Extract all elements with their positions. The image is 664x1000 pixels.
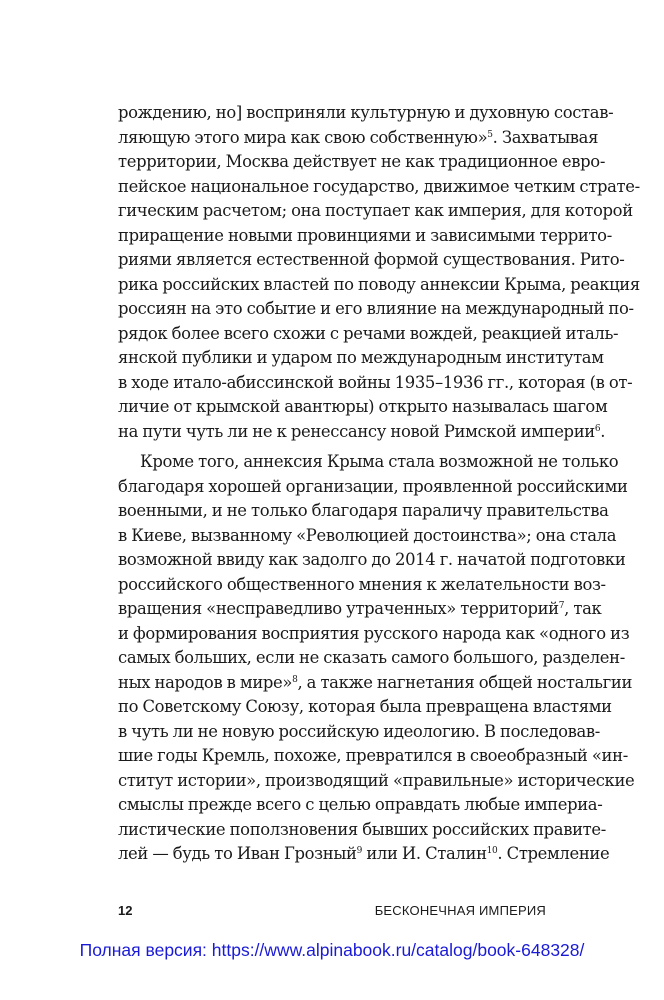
- text-line: ститут истории», производящий «правильные» исторические: [118, 770, 635, 790]
- text-line: рядок более всего схожи с речами вождей, реакцией италь-: [118, 323, 619, 343]
- text-line: гическим расчетом; она поступает как империя, для которой: [118, 201, 633, 220]
- text-line: ных народов в мире»$^8$, а также нагнетания общей ностальгии: [118, 672, 633, 692]
- page-number: 12: [118, 903, 133, 918]
- text-line: российского общественного мнения к желательности воз-: [118, 574, 606, 594]
- text-line: и формирования восприятия русского народа как «одного из: [118, 623, 630, 643]
- text-line: риями является естественной формой существования. Рито-: [118, 250, 625, 269]
- text-line: Кроме того, аннексия Крыма стала возможной не только: [140, 452, 619, 471]
- text-line: самых больших, если не сказать самого большого, разделен-: [118, 648, 625, 667]
- text-line: лей — будь то Иван Грозный$^9$ или И. Сталин$^{10}$. Стремление: [118, 844, 610, 863]
- footnote-marker[interactable]: 5: [487, 129, 493, 140]
- footnote-marker[interactable]: 10: [486, 846, 498, 856]
- paragraph: [118, 450, 635, 867]
- text-line: на пути чуть ли не к ренессансу новой Римской империи$^6$.: [118, 421, 606, 441]
- text-line: листические поползновения бывших российских правите-: [118, 819, 606, 839]
- page-footer: [118, 901, 546, 921]
- full-version-link[interactable]: Полная версия: https://www.alpinabook.ru/catalog/book-648328/: [79, 940, 585, 960]
- text-line: янской публики и ударом по международным институтам: [118, 348, 604, 367]
- text-line: рика российских властей по поводу аннексии Крыма, реакция: [118, 274, 640, 294]
- footnote-marker[interactable]: 7: [558, 601, 565, 611]
- text-line: в Киеве, вызванному «Революцией достоинства»; она стала: [118, 525, 617, 545]
- text-line: территории, Москва действует не как традиционное евро-: [118, 152, 606, 171]
- body-text: [118, 101, 640, 867]
- running-title: БЕСКОНЕЧНАЯ ИМПЕРИЯ: [374, 903, 546, 918]
- text-line: военными, и не только благодаря параличу правительства: [118, 501, 609, 520]
- footnote-marker[interactable]: 6: [594, 423, 601, 434]
- text-line: возможной ввиду как задолго до 2014 г. начатой подготовки: [118, 550, 626, 569]
- text-line: в чуть ли не новую российскую идеологию. В последовав-: [118, 721, 600, 741]
- text-line: россиян на это событие и его влияние на международный по-: [118, 299, 634, 318]
- text-line: приращение новыми провинциями и зависимыми террито-: [118, 225, 612, 245]
- text-line: личие от крымской авантюры) открыто называлась шагом: [118, 397, 608, 416]
- footnote-marker[interactable]: 9: [356, 846, 362, 856]
- text-line: смыслы прежде всего с целью оправдать любые империа-: [118, 795, 603, 814]
- text-line: ляющую этого мира как свою собственную»$^5$. Захватывая: [118, 127, 599, 147]
- text-line: рождению, но] восприняли культурную и духовную состав-: [118, 103, 614, 122]
- footnote-marker[interactable]: 8: [292, 674, 298, 685]
- text-line: благодаря хорошей организации, проявленной российскими: [118, 476, 628, 496]
- text-line: в ходе итало-абиссинской войны 1935–1936 гг., которая (в от-: [118, 372, 633, 392]
- text-line: по Советскому Союзу, которая была превращена властями: [118, 697, 612, 716]
- text-line: шие годы Кремль, похоже, превратился в своеобразный «ин-: [118, 746, 628, 765]
- paragraph: [118, 101, 640, 444]
- text-line: пейское национальное государство, движимое четким страте-: [118, 176, 640, 196]
- text-line: вращения «несправедливо утраченных» территорий$^7$, так: [118, 599, 602, 618]
